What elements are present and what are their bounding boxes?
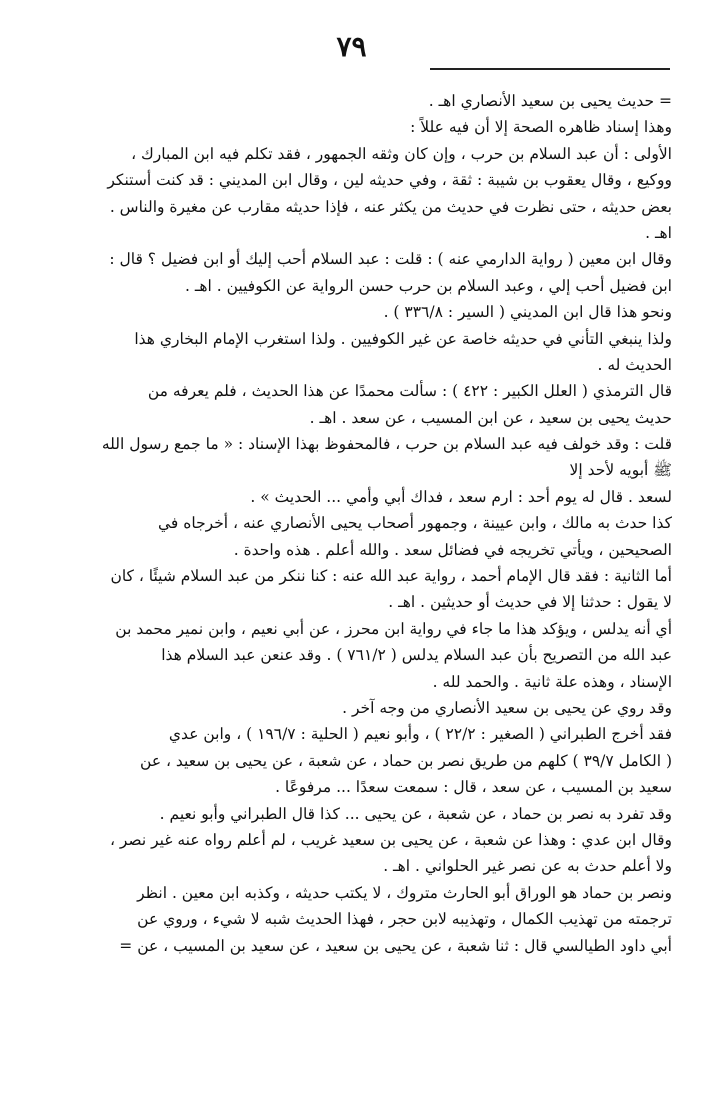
text-line: الأولى : أن عبد السلام بن حرب ، وإن كان وثقه الجمهور ، فقد تكلم فيه ابن المبارك ، — [131, 144, 672, 163]
text-line: وقال ابن معين ( رواية الدارمي عنه ) : قلت : عبد السلام أحب إليك أو ابن فضيل ؟ قال : — [109, 250, 672, 269]
text-line: بعض حديثه ، حتى نظرت في حديث من يكثر عنه ، فإذا حديثه مقارب عن مغيرة والناس . — [109, 197, 672, 216]
text-body — [36, 88, 672, 959]
text-line: ونحو هذا قال ابن المديني ( السير : ٣٣٦/٨ ) . — [383, 303, 672, 322]
text-line: وقد تفرد به نصر بن حماد ، عن شعبة ، عن يحيى ... كذا قال الطبراني وأبو نعيم . — [159, 804, 672, 823]
text-line: وقال ابن عدي : وهذا عن شعبة ، عن يحيى بن سعيد غريب ، لم أعلم رواه عنه غير نصر ، — [109, 830, 672, 849]
text-line: أي أنه يدلس ، ويؤكد هذا ما جاء في رواية ابن محرز ، عن أبي نعيم ، وابن نمير محمد بن — [115, 619, 672, 638]
header-rule — [430, 68, 670, 70]
text-line: سعيد بن المسيب ، عن سعد ، قال : سمعت سعدًا ... مرفوعًا . — [275, 778, 672, 797]
text-line: عبد الله من التصريح بأن عبد السلام يدلس ( ٧٦١/٢ ) . وقد عنعن عبد السلام هذا — [161, 646, 672, 665]
text-line: ولذا ينبغي التأني في حديثه خاصة عن غير الكوفيين . ولذا استغرب الإمام البخاري هذا — [134, 329, 672, 348]
text-line: ( الكامل ٣٩/٧ ) كلهم من طريق نصر بن حماد ، عن شعبة ، عن يحيى بن سعيد ، عن — [140, 751, 672, 770]
page-number: ٧٩ — [336, 30, 367, 63]
text-line: أبي داود الطيالسي قال : ثنا شعبة ، عن يحيى بن سعيد ، عن سعيد بن المسيب ، عن = — [119, 936, 672, 955]
text-line: ولا أعلم حدث به عن نصر غير الحلواني . اهـ . — [383, 857, 672, 876]
text-line: ونصر بن حماد هو الوراق أبو الحارث متروك ، لا يكتب حديثه ، وكذبه ابن معين . انظر — [137, 883, 672, 902]
text-line: قلت : وقد خولف فيه عبد السلام بن حرب ، فالمحفوظ بهذا الإسناد : « ما جمع رسول الله — [101, 435, 672, 454]
text-line: وهذا إسناد ظاهره الصحة إلا أن فيه عللاً : — [410, 118, 672, 137]
text-line: ترجمته من تهذيب الكمال ، وتهذيبه لابن حجر ، فهذا الحديث شبه لا شيء ، وروي عن — [137, 910, 672, 929]
text-line: لا يقول : حدثنا إلا في حديث أو حديثين . اهـ . — [388, 593, 672, 612]
text-line: الصحيحين ، ويأتي تخريجه في فضائل سعد . والله أعلم . هذه واحدة . — [233, 540, 672, 559]
text-line: ابن فضيل أحب إلي ، وعبد السلام بن حرب حسن الرواية عن الكوفيين . اهـ . — [184, 276, 672, 295]
text-line: الإسناد ، وهذه علة ثانية . والحمد لله . — [432, 672, 672, 691]
text-line: وقد روي عن يحيى بن سعيد الأنصاري من وجه آخر . — [342, 698, 672, 717]
text-line: قال الترمذي ( العلل الكبير : ٤٢٢ ) : سألت محمدًا عن هذا الحديث ، فلم يعرفه من — [147, 382, 672, 401]
text-line: ووكيع ، وقال يعقوب بن شيبة : ثقة ، وفي حديثه لين ، وقال ابن المديني : قد كنت أستنكر — [107, 171, 672, 190]
text-line: حديث يحيى بن سعيد ، عن ابن المسيب ، عن سعد . اهـ . — [309, 408, 672, 427]
text-line: الحديث له . — [597, 355, 672, 374]
text-line: ﷺ أبويه لأحد إلا — [569, 461, 672, 480]
text-line: = حديث يحيى بن سعيد الأنصاري اهـ . — [428, 92, 672, 110]
text-line: اهـ . — [645, 223, 672, 242]
text-line: كذا حدث به مالك ، وابن عيينة ، وجمهور أصحاب يحيى الأنصاري عنه ، أخرجاه في — [157, 514, 672, 533]
text-line: فقد أخرج الطبراني ( الصغير : ٢٢/٢ ) ، وأبو نعيم ( الحلية : ١٩٦/٧ ) ، وابن عدي — [168, 725, 672, 744]
text-line: لسعد . قال له يوم أحد : ارم سعد ، فداك أبي وأمي ... الحديث » . — [250, 487, 672, 506]
text-line: أما الثانية : فقد قال الإمام أحمد ، رواية عبد الله عنه : كنا ننكر من عبد السلام شيئًا ، كان — [110, 567, 672, 586]
